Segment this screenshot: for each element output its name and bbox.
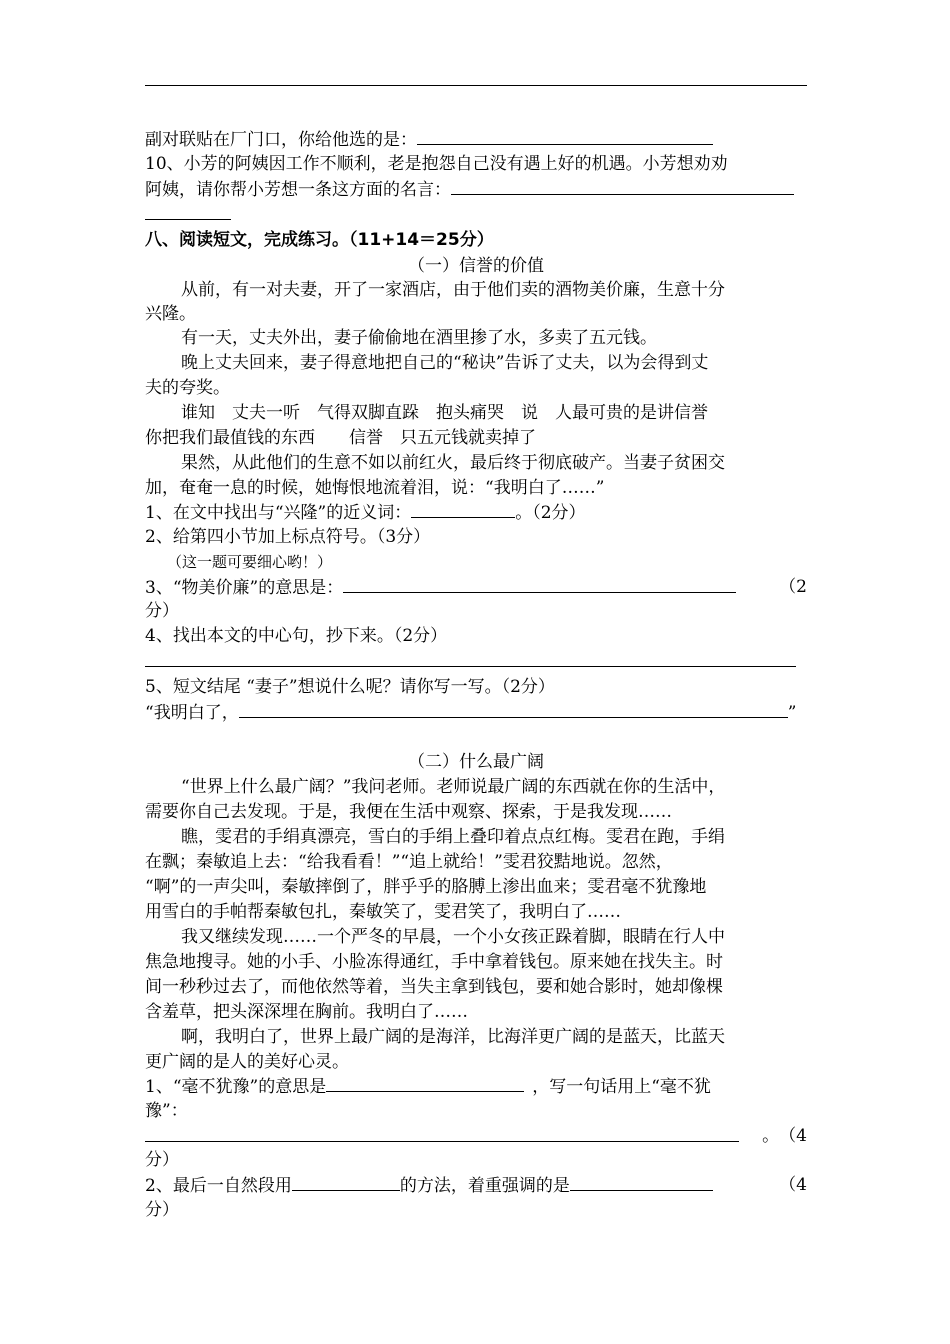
p1-question-5-answer — [145, 700, 807, 725]
p2-question-2 — [145, 1173, 807, 1198]
p2-question-1 — [145, 1074, 807, 1099]
p1-question-3 — [145, 575, 807, 600]
p2-q2-blank-method[interactable] — [292, 1173, 400, 1191]
p2-q1-text: 1、“毫不犹豫”的意思是 — [145, 1077, 327, 1097]
answer-blank[interactable] — [417, 127, 713, 145]
p2-q2-blank-emphasis[interactable] — [570, 1173, 713, 1191]
passage2-p4-l1: 啊，我明白了，世界上最广阔的是海洋，比海洋更广阔的是蓝天，比蓝天 — [181, 1027, 725, 1047]
prev-question-text: 副对联贴在厂门口，你给他选的是： — [145, 130, 417, 150]
passage1-p5-l1: 果然，从此他们的生意不如以前红火，最后终于彻底破产。当妻子贫困交 — [181, 453, 725, 473]
passage2-p2-l2: 在飘；秦敏追上去：“给我看看！”“追上就给！”雯君狡黠地说。忽然， — [145, 852, 673, 872]
p1-q1-score: 。（2分） — [515, 503, 586, 523]
passage2-p2-l3: “啊”的一声尖叫，秦敏摔倒了，胖乎乎的胳膊上渗出血来；雯君毫不犹豫地 — [145, 877, 707, 897]
p1-question-2: 2、给第四小节加上标点符号。（3分） — [145, 527, 431, 547]
p1-q3-blank[interactable] — [343, 575, 736, 593]
p1-question-4: 4、找出本文的中心句，抄下来。（2分） — [145, 626, 448, 646]
passage1-p4-l2: 你把我们最值钱的东西 信誉 只五元钱就卖掉了 — [145, 428, 536, 448]
p1-q5-blank[interactable] — [239, 700, 788, 718]
q10-line1: 10、小芳的阿姨因工作不顺利，老是抱怨自己没有遇上好的机遇。小芳想劝劝 — [145, 154, 728, 174]
passage1-p1-l1: 从前，有一对夫妻，开了一家酒店，由于他们卖的酒物美价廉，生意十分 — [181, 280, 725, 300]
top-divider — [145, 85, 807, 86]
p2-q1-blank-sentence[interactable] — [145, 1124, 739, 1142]
q10-text: 阿姨，请你帮小芳想一条这方面的名言： — [145, 180, 451, 200]
passage2-p2-l4: 用雪白的手帕帮秦敏包扎，秦敏笑了，雯君笑了，我明白了…… — [145, 902, 621, 922]
q10-answer-blank-cont[interactable] — [145, 219, 231, 220]
p2-q2-text2: 的方法，着重强调的是 — [399, 1176, 570, 1196]
passage1-p1-l2: 兴隆。 — [145, 304, 196, 324]
p2-q1-blank-meaning[interactable] — [326, 1074, 524, 1092]
passage1-p3-l1: 晚上丈夫回来，妻子得意地把自己的“秘诀”告诉了丈夫，以为会得到丈 — [181, 353, 709, 373]
passage2-p1-l2: 需要你自己去发现。于是，我便在生活中观察、探索，于是我发现…… — [145, 802, 672, 822]
p2-question-1-cont: 豫”： — [145, 1101, 188, 1121]
passage2-p3-l3: 间一秒秒过去了，而他依然等着，当失主拿到钱包，要和她合影时，她却像棵 — [145, 977, 723, 997]
q10-answer-blank[interactable] — [451, 177, 794, 195]
prev-question-tail — [145, 127, 807, 152]
passage2-p2-l1: 瞧，雯君的手绢真漂亮，雪白的手绢上叠印着点点红梅。雯君在跑，手绢 — [181, 827, 725, 847]
passage2-p3-l4: 含羞草，把头深深埋在胸前。我明白了…… — [145, 1002, 468, 1022]
p2-q1-score: 。 （4 — [762, 1126, 807, 1146]
passage1-p4-l1: 谁知 丈夫一听 气得双脚直跺 抱头痛哭 说 人最可贵的是讲信誉 — [181, 403, 708, 423]
p1-q5-suffix: ” — [787, 703, 797, 723]
passage2-p4-l2: 更广阔的是人的美好心灵。 — [145, 1052, 349, 1072]
p1-question-1 — [145, 500, 807, 525]
section-heading: 八、阅读短文，完成练习。（11+14＝25分） — [145, 230, 494, 250]
passage2-p3-l1: 我又继续发现……一个严冬的早晨，一个小女孩正跺着脚，眼睛在行人中 — [181, 927, 725, 947]
p2-question-1-answer — [145, 1124, 807, 1149]
p1-q5-prefix: “我明白了， — [145, 703, 239, 723]
passage2-title: （二）什么最广阔 — [408, 752, 544, 772]
p1-q1-blank[interactable] — [411, 500, 515, 518]
p2-q2-text: 2、最后一自然段用 — [145, 1176, 292, 1196]
passage2-p1-l1: “世界上什么最广阔？”我问老师。老师说最广阔的东西就在你的生活中， — [181, 777, 726, 797]
p1-question-5: 5、短文结尾 “妻子”想说什么呢？请你写一写。（2分） — [145, 677, 555, 697]
passage1-p5-l2: 加，奄奄一息的时候，她悔恨地流着泪，说：“我明白了……” — [145, 478, 605, 498]
p2-question-2-score-cont: 分） — [145, 1200, 179, 1220]
p2-q1-text2: ，写一句话用上“毫不犹 — [532, 1077, 711, 1097]
p1-q3-score: （2 — [779, 577, 807, 597]
q10-line2 — [145, 177, 807, 202]
p1-q4-answer-line[interactable] — [145, 666, 796, 667]
passage1-title: （一）信誉的价值 — [408, 256, 544, 276]
passage1-p2: 有一天，丈夫外出，妻子偷偷地在酒里掺了水，多卖了五元钱。 — [181, 328, 657, 348]
p1-question-3-cont: 分） — [145, 601, 179, 621]
p2-q2-score: （4 — [779, 1175, 807, 1195]
p2-question-1-score-cont: 分） — [145, 1150, 179, 1170]
passage2-p3-l2: 焦急地搜寻。她的小手、小脸冻得通红，手中拿着钱包。原来她在找失主。时 — [145, 952, 723, 972]
p1-q3-text: 3、“物美价廉”的意思是： — [145, 578, 344, 598]
p1-q1-text: 1、在文中找出与“兴隆”的近义词： — [145, 503, 412, 523]
p1-question-2-note: （这一题可要细心哟！） — [167, 553, 333, 571]
passage1-p3-l2: 夫的夸奖。 — [145, 378, 230, 398]
